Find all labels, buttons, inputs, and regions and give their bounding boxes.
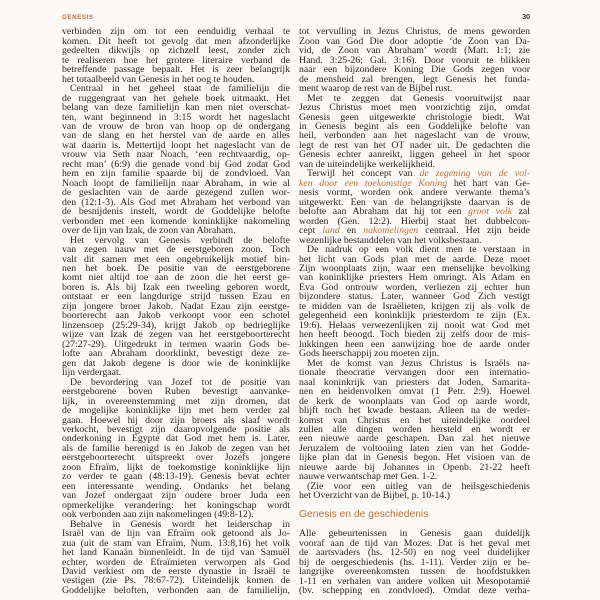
paragraph [62,84,290,236]
text-segment: Terwijl het concept van [307,168,420,180]
running-header [62,12,530,22]
text-line: blijft toch het kwade bestaan. Alleen na de weder- [299,405,530,417]
text-line: echter, worden de Efraïmieten verworpen als God [62,556,290,568]
text-segment: zal [511,206,530,218]
right-column-body [299,27,530,500]
text-line: naal koninkrijk van priesters dat Joden, Samarita- [299,376,530,388]
text-segment: belofte aan Abraham dat hij tot een [299,206,469,218]
text-line: Goddelijke beloften, verbonden aan de familielijn, [62,584,290,596]
text-segment: en [339,225,364,237]
text-line: lijk, in overeenstemming met zijn dromen, dat [62,395,290,407]
text-line: komst van Christus en het uiteindelijke oordeel [299,414,530,426]
text-line: zo verder te gaan (48:13-19). Genesis bevat echter [62,471,290,483]
text-line: het Overzicht van de Bijbel, p. 10-14.) [299,490,450,502]
text-line: opmerkelijke verandering: het koningschap wordt [62,499,290,511]
section-body [299,529,530,595]
text-line: vestigen (zie Ps. 78:67-72). Uiteindelijk komen de [62,575,290,587]
text-line: over de lijn van Izak, de zoon van Abraham. [62,225,236,237]
text-line: van zegen nauw met de eerstgeboren zoon. Toch [62,244,290,256]
text-line: wijze van Izak de zegen van het eerstgeboorterecht [62,329,290,341]
text-line: Genesis echter aanreikt, liggen geheel in het spoor [299,149,530,161]
text-line: Met te zeggen dat Genesis vooruitwijst naar [307,92,530,104]
text-line: Zoon van God Die door adoptie ‘de Zoon van Da- [299,35,530,47]
paragraph [299,169,530,245]
page-number: 30 [522,13,530,21]
text-line: Het vervolg van Genesis verbindt de belofte [70,234,290,246]
text-line: Gods heerschappij zou moeten zijn. [299,348,440,360]
text-line: een interessante wending. Ondanks het belang [62,480,290,492]
text-line: het totaalbeeld van Genesis in het oog te houden. [62,73,255,85]
text-line: Jezus Christus moet men voorzichtig zijn, omdat [299,102,530,114]
running-title: GENESIS [62,13,94,21]
text-line: Genesis geen uitgewerkte christologie biedt. Wat [299,111,530,123]
text-line: (Zie voor een uitleg van de heilsgeschiedenis [307,480,530,492]
text-segment: centraal. Het zijn beide [418,225,530,237]
emphasis-text: groot volk [468,206,512,218]
text-line: hen heeft beoogd. Toch bieden zij zelfs door de mis- [299,329,530,341]
text-line: het licht van Gods plan met de aarde. Deze moet [299,253,530,265]
text-line: ment waarop de rest van de Bijbel rust. [299,83,453,95]
text-line: gedeelten dikwijls op zichzelf leest, zonder zich [62,45,290,57]
text-line: komen. Dit heeft tot gevolg dat men afzonderlijke [62,35,290,47]
paragraph [299,94,530,170]
text-line: gaan. Hoewel hij door zijn broers als slaaf wordt [62,414,290,426]
text-line: nieuwe aarde bij Johannes in Openb. 21-22 heeft [299,461,530,473]
text-line: valt dit samen met een ongebruikelijk motief bin- [62,253,290,265]
paragraph [299,529,530,595]
text-line: nen het boek. De positie van de eerstgeborene [62,263,290,275]
text-line: lofte aan Abraham doorklinkt, bevestigt deze ze- [62,348,290,360]
text-line: van de vrouw de bron van hoop op de ondergang [62,120,290,132]
text-line: ook verbonden aan zijn nakomelingen (49:8-12). [62,509,254,521]
text-line: te realiseren hoe het grotere literaire verband de [62,54,290,66]
text-line: betreffende passage bepaalt. Het is zeer belangrijk [62,64,290,76]
text-line: tot vervulling in Jezus Christus, de mens geworden [299,26,530,38]
text-line: tionale theocratie vervangen door een internatio- [299,367,530,379]
text-line: uitgewerkt. Een van de belangrijkste daarvan is de [299,196,530,208]
text-line: zullen alle dingen worden hersteld en wordt er [299,423,530,435]
text-line: De bevordering van Jozef tot de positie van [70,376,290,388]
paragraph [299,27,530,93]
section-heading: Genesis en de geschiedenis [299,508,429,520]
text-line: Eva God ontrouw worden, verliezen zij echter hun [299,281,530,293]
paragraph [62,27,290,84]
text-segment: het hart van Ge- [447,177,530,189]
paragraph [62,236,290,378]
text-line: zijn jongere broer Jakob. Nadat Ezau zijn eerstge- [62,300,290,312]
text-line: Centraal in het geheel staat de familielijn die [70,83,290,95]
text-line: een nieuwe aarde geschapen. Dan zal het nieuwe [299,433,530,445]
text-line: linzensoep (25:29-34), krijgt Jakob op bedrieglijke [62,319,290,331]
text-line: bijzondere status. Later, wanneer God Zich vestigt [299,291,530,303]
text-line: boren is. Als bij Izak een tweeling geboren wordt, [62,281,290,293]
text-line: Zijn woonplaats zijn, waar een menselijke bevolking [299,263,530,275]
text-line: ontstaat er een langdurige strijd tussen Ezau en [62,291,290,303]
text-line: verkocht, bevestigt zijn daaropvolgende positie als [62,423,290,435]
text-line: worden (Gen. 12:2). Hierbij staat het dubbelcon- [299,215,530,227]
text-line: het land Kanaän binnenleidt. In de tijd van Samuël [62,547,290,559]
text-line: gelegenheid een koninklijk priesterdom te zijn (Ex. [299,310,530,322]
text-line: Hand. 3:25-26; Gal. 3:16). Door vooruit te blikken [299,54,530,66]
text-line: nesis vormt, worden ook andere verwante thema’s [299,187,530,199]
text-line: lukkingen heen een aanwijzing hoe de aarde onder [299,338,530,350]
text-segment: cept [299,225,323,237]
text-line: de aartsvaders (hs. 12-50) en nog veel duidelijker [299,547,530,559]
text-line: komt niet altijd toe aan de zoon die het eerst ge- [62,272,290,284]
text-line: Israël van de lijn van Efraïm ook getoond als Jo- [62,528,290,540]
text-line: vid, de Zoon van Abraham’ wordt (Matt. 1:1; zie [299,45,530,57]
text-line: in Genesis begint als een Goddelijke belofte van [299,120,530,132]
text-line: de mensheid zal brengen, legt Genesis het funda- [299,73,530,85]
text-line: de ruggengraat van het gehele boek uitmaakt. Het [62,92,290,104]
text-line: (27:27-29). Uitgedrukt in termen waarin Gods be- [62,338,290,350]
text-line: Noach loopt de familielijn naar Abraham, in wie al [62,177,290,189]
text-line: langrijke overeenkomsten tussen de hoofdstukken [299,566,530,578]
text-line: belang van deze familielijn kan men niet overschat- [62,102,290,114]
text-line: de kerk de woonplaats van God op aarde wordt, [299,395,530,407]
text-line: 1-11 en verhalen van andere volken uit Mesopotamië [299,575,530,587]
text-line: van Jozef ondergaat zijn oudere broer Juda een [62,490,290,502]
emphasis-text: de zegening van de vol- [419,168,530,180]
text-line: nen en heidenvolken omvat (1 Petr. 2:9). Hoewel [299,386,530,398]
text-line: vooraf aan de tijd van Mozes. Dat is het geval met [299,537,530,549]
text-line: heil, verbonden aan het nageslacht van de vrouw, [299,130,530,142]
emphasis-text: ken door een toekomstige Koning [299,177,448,189]
text-line: als de familie herenigd is en Jakob de zegen van het [62,442,290,454]
paragraph [299,359,530,482]
text-line: zua (uit de stam van Efraïm, Num. 13:8,16) het volk [62,537,290,549]
text-line: De nadruk op een volk dient men te verstaan in [307,244,530,256]
paragraph [299,245,530,359]
text-line: bij de oergeschiedenis (hs. 1-11). Verder zijn er be- [299,556,530,568]
text-line: Met de komst van Jezus Christus is Israëls na- [307,357,530,369]
text-line: gen dat Jakob degene is door wie de koninklijke [62,357,290,369]
paragraph [62,378,290,520]
text-line: zoon Efraïm, lijkt de toekomstige koninklijke lijn [62,461,290,473]
text-line: 19:6). Helaas verwezenlijken zij nooit wat God met [299,319,530,331]
emphasis-text: land [322,225,340,237]
text-line: onderkoning in Egypte dat God met hem is. Later, [62,433,290,445]
text-line: verbinden zijn om tot een eenduidig verhaal te [62,26,290,38]
text-line: de besnijdenis instelt, wordt de Goddelijke belofte [62,206,290,218]
text-line: Jeruzalem de voltooiing laten zien van het Godde- [299,442,530,454]
text-line: van de uiteindelijke werkelijkheid. [299,158,436,170]
left-column [62,27,290,595]
text-line: Alle gebeurtenissen in Genesis gaan duidelijk [299,528,530,540]
text-line: Behalve in Genesis wordt het leiderschap in [70,518,290,530]
text-line: legt de rest van het OT nader uit. De gedachten die [299,139,530,151]
right-column [299,27,530,595]
text-line: van koninklijke priesters Hem omringt. Als Adam en [299,272,530,284]
text-line: wat daarin is. Mettertijd loopt het nageslacht van de [62,139,290,151]
text-line: den (12:1-3). Als God met Abraham het verbond van [62,196,290,208]
text-line: van de slang en het herstel van de aarde en alles [62,130,290,142]
text-line: verbonden met een komende koninklijke nakomeling [62,215,290,227]
text-line: eerstgeborene boven Ruben bevestigt aanvanke- [62,386,290,398]
text-line: lijke plan dat in Genesis begon. Het visioen van de [299,452,530,464]
text-line: te midden van de Israëlieten, krijgen zij als volk de [299,300,530,312]
emphasis-text: nakomelingen [363,225,419,237]
text-line: de mogelijke koninklijke lijn met hem verder zal [62,405,290,417]
text-line: nauwe verwantschap met Gen. 1-2. [299,471,438,483]
text-line: David verkiest om de eerste dynastie in Israël te [62,566,290,578]
text-line: ten, want beginnend in 3:15 wordt het nageslacht [62,111,290,123]
text-line: boorterecht aan Jakob verkoopt voor een schotel [62,310,290,322]
text-line: recht man’ (6:9) die genade vond bij God zodat God [62,158,290,170]
text-line: lijn verdergaat. [62,367,122,379]
text-line: naar een bijzondere Koning Die Gods zegen voor [299,64,530,76]
text-line: wezenlijke bestanddelen van het volksbestaan. [299,234,482,246]
text-line: vrouw via Seth naar Noach, ‘een rechtvaardig, op- [62,149,290,161]
paragraph [299,482,530,501]
text-line: hem en zijn familie spaarde bij de zondvloed. Van [62,168,290,180]
paragraph [62,520,290,596]
text-line: (bv. schepping en zondvloed). Omdat deze verha- [299,585,530,597]
text-line: eerstgeboorterecht uitspreekt over Jozefs jongere [62,452,290,464]
text-line: de geslachten van de aarde gezegend zullen wor- [62,187,290,199]
